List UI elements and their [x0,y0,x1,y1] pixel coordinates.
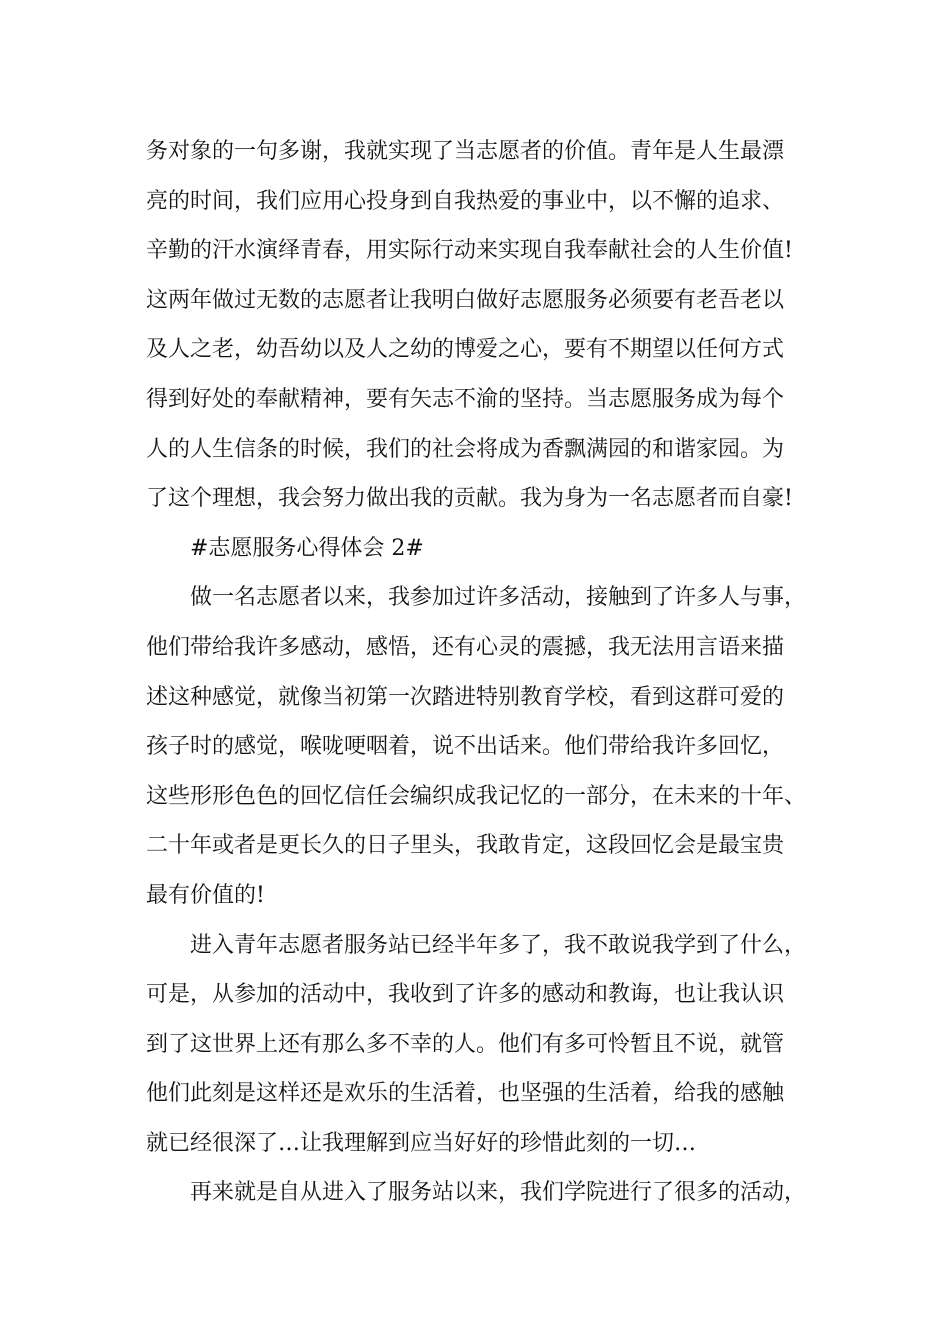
paragraph-line: 辛勤的汗水演绎青春，用实际行动来实现自我奉献社会的人生价值! [146,238,793,264]
paragraph-line: 最有价值的! [146,882,265,908]
paragraph-line: 人的人生信条的时候，我们的社会将成为香飘满园的和谐家园。为 [146,436,785,462]
paragraph-line: 及人之老，幼吾幼以及人之幼的博爱之心，要有不期望以任何方式 [146,337,785,363]
paragraph-line: 可是，从参加的活动中，我收到了许多的感动和教诲，也让我认识 [146,982,785,1008]
paragraph-line: 就已经很深了…让我理解到应当好好的珍惜此刻的一切… [146,1130,697,1156]
paragraph-line: 他们带给我许多感动，感悟，还有心灵的震撼，我无法用言语来描 [146,634,785,660]
paragraph-line: 二十年或者是更长久的日子里头，我敢肯定，这段回忆会是最宝贵 [146,833,785,859]
paragraph-line: 务对象的一句多谢，我就实现了当志愿者的价值。青年是人生最漂 [146,139,785,164]
paragraph-line: 到了这世界上还有那么多不幸的人。他们有多可怜暂且不说，就管 [146,1031,785,1057]
paragraph-line: 述这种感觉，就像当初第一次踏进特别教育学校，看到这群可爱的 [146,684,785,710]
paragraph-line: 这两年做过无数的志愿者让我明白做好志愿服务必须要有老吾老以 [146,287,785,313]
section-heading: #志愿服务心得体会 2# [190,535,424,561]
paragraph-line: 得到好处的奉献精神，要有矢志不渝的坚持。当志愿服务成为每个 [146,386,785,412]
paragraph-line: 孩子时的感觉，喉咙哽咽着，说不出话来。他们带给我许多回忆， [146,734,785,760]
paragraph-line: 了这个理想，我会努力做出我的贡献。我为身为一名志愿者而自豪! [146,486,793,512]
paragraph-line: 做一名志愿者以来，我参加过许多活动，接触到了许多人与事， [190,585,807,611]
document-body [146,132,846,1223]
paragraph-line: 这些形形色色的回忆信任会编织成我记忆的一部分，在未来的十年、 [146,783,807,809]
paragraph-line: 再来就是自从进入了服务站以来，我们学院进行了很多的活动， [190,1180,807,1206]
paragraph-line: 他们此刻是这样还是欢乐的生活着，也坚强的生活着，给我的感触 [146,1081,785,1107]
paragraph-line: 进入青年志愿者服务站已经半年多了，我不敢说我学到了什么， [190,932,807,958]
paragraph-line: 亮的时间，我们应用心投身到自我热爱的事业中，以不懈的追求、 [146,188,785,214]
